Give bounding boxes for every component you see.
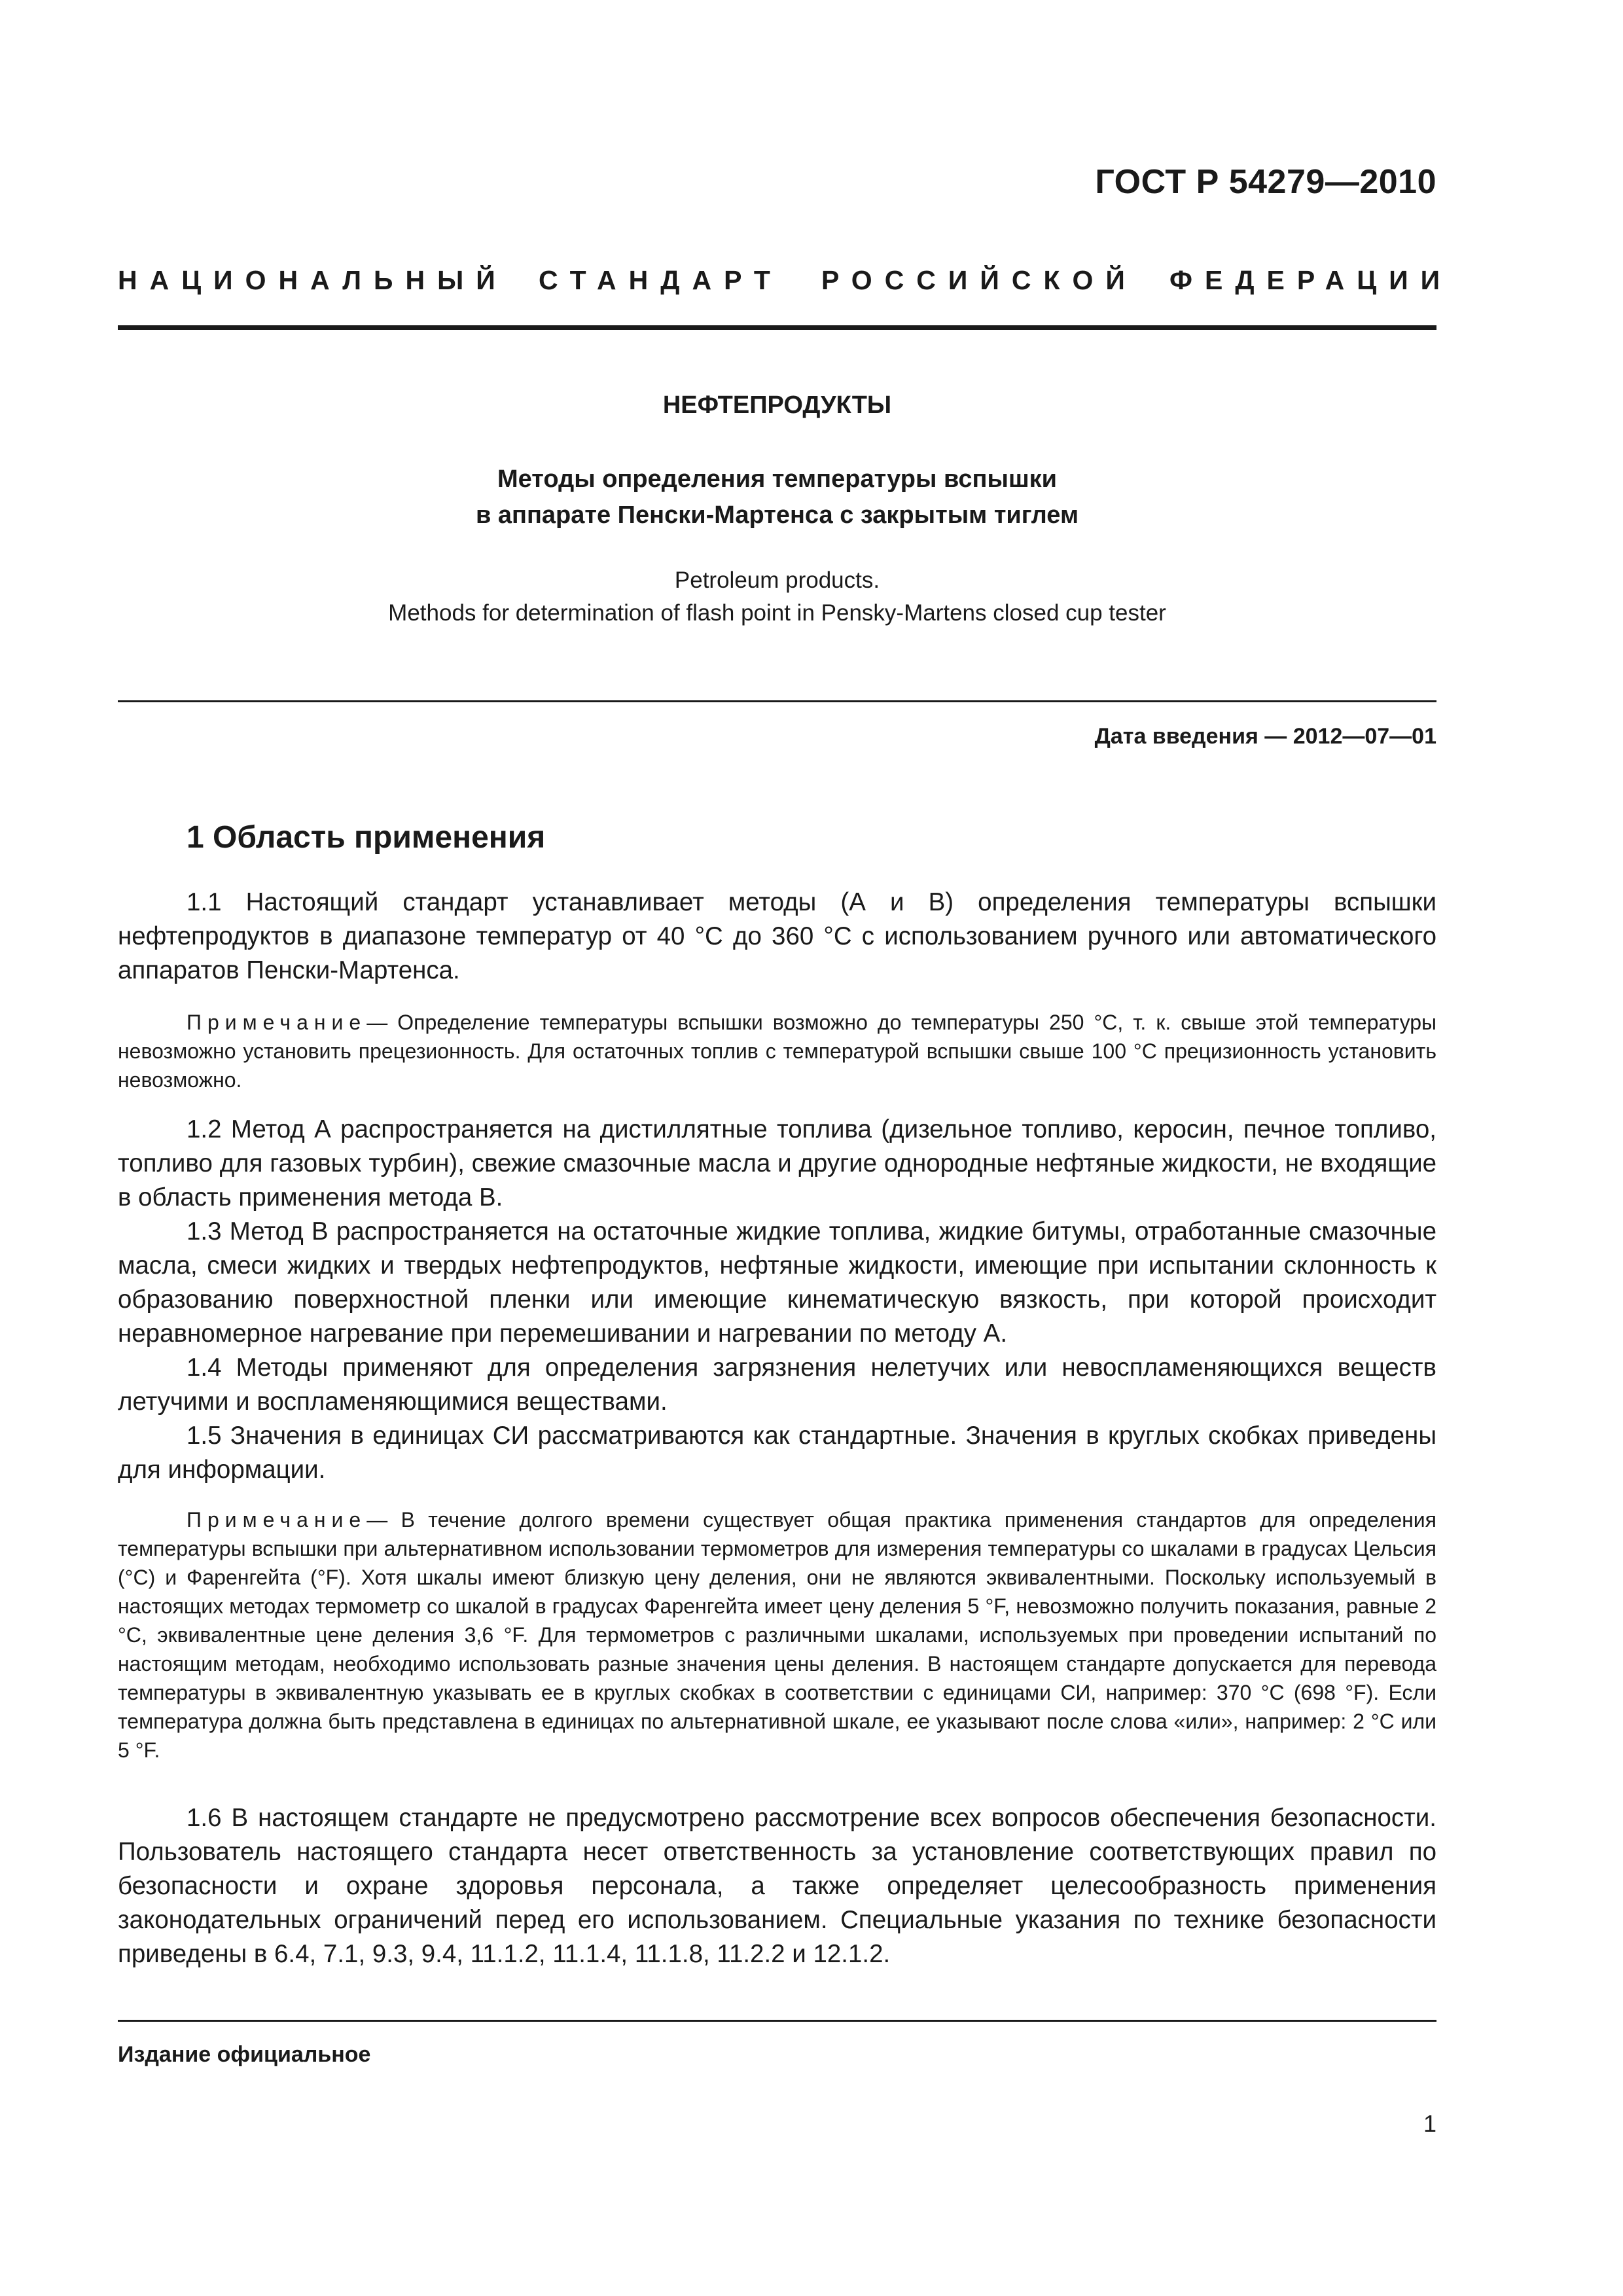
note-1-label: Примечание [187, 1011, 367, 1034]
note-2 [118, 1505, 1436, 1765]
page-number: 1 [1423, 2110, 1436, 2137]
subtitle-line-1: Методы определения температуры вспышки [497, 465, 1058, 493]
document-title: НЕФТЕПРОДУКТЫ [662, 391, 892, 419]
national-title-word-2: СТАНДАРТ [539, 265, 783, 295]
footer-divider [118, 2020, 1436, 2022]
introduction-date: Дата введения — 2012—07—01 [1094, 724, 1436, 749]
subtitle-line-2: в аппарате Пенски-Мартенса с закрытым тиглем [475, 501, 1079, 529]
english-title-line-2: Methods for determination of flash point in Pensky-Martens closed cup tester [388, 600, 1166, 626]
national-title-word-1: НАЦИОНАЛЬНЫЙ [118, 265, 508, 295]
note-2-label: Примечание [187, 1508, 367, 1532]
header-divider [118, 325, 1436, 330]
paragraph-1-4: 1.4 Методы применяют для определения загрязнения нелетучих или невоспламеняющихся веществ летучими и воспламеняющимися веществами. [118, 1354, 1436, 1416]
english-title-line-1: Petroleum products. [674, 567, 880, 593]
section-heading: 1 Область применения [187, 820, 546, 855]
document-page [118, 0, 1453, 2296]
title-divider [118, 700, 1436, 702]
document-subtitle [118, 461, 1436, 533]
english-title [118, 564, 1436, 630]
paragraph-1-1: 1.1 Настоящий стандарт устанавливает методы (А и В) определения температуры вспышки нефтепродуктов в диапазоне температур от 40 °С до 360 °С с использованием ручного или автоматического аппаратов Пенски-Мартенса. [118, 888, 1436, 984]
national-title-word-3: РОССИЙСКОЙ [821, 265, 1137, 295]
gost-code: ГОСТ Р 54279—2010 [1095, 163, 1436, 201]
edition-label: Издание официальное [118, 2042, 371, 2067]
note-1-text: — Определение температуры вспышки возможно до температуры 250 °С, т. к. свыше этой температуры невозможно установить прецезионность. Для остаточных топлив с температурой вспышки свыше 100 °С прецизионность установить невозможно. [118, 1011, 1436, 1092]
paragraph-1-3: 1.3 Метод В распространяется на остаточные жидкие топлива, жидкие битумы, отработанные смазочные масла, смеси жидких и твердых нефтепродуктов, нефтяные жидкости, имеющие при испытании склонность к образованию поверхностной пленки или имеющие кинематическую вязкость, при которой происходит неравномерное нагревание при перемешивании и нагревании по методу А. [118, 1217, 1436, 1348]
note-2-text: — В течение долгого времени существует общая практика применения стандартов для определения температуры вспышки при альтернативном использовании термометров для измерения температуры со шкалами в градусах Цельсия (°С) и Фаренгейта (°F). Хотя шкалы имеют близкую цену деления, они не являются эквивалентными. Поскольку используемый в настоящих методах термометр со шкалой в градусах Фаренгейта имеет цену деления 5 °F, невозможно получить показания, равные 2 °С, эквивалентные цене деления 3,6 °F. Для термометров с различными шкалами, используемых при проведении испытаний по настоящим методам, необходимо использовать разные значения цены деления. В настоящем стандарте допускается для перевода температуры в эквивалентную указывать ее в круглых скобках в соответствии с единицами СИ, например: 370 °С (698 °F). Если температура должна быть представлена в единицах по альтернативной шкале, ее указывают после слова «или», например: 2 °С или 5 °F. [118, 1508, 1436, 1762]
paragraph-1-5: 1.5 Значения в единицах СИ рассматриваются как стандартные. Значения в круглых скобках приведены для информации. [118, 1422, 1436, 1484]
note-1 [118, 1008, 1436, 1094]
national-title-word-4: ФЕДЕРАЦИИ [1169, 265, 1453, 295]
paragraph-1-2: 1.2 Метод А распространяется на дистиллятные топлива (дизельное топливо, керосин, печное топливо, топливо для газовых турбин), свежие смазочные масла и другие однородные нефтяные жидкости, не входящие в область применения метода В. [118, 1115, 1436, 1211]
paragraph-1-6: 1.6 В настоящем стандарте не предусмотрено рассмотрение всех вопросов обеспечения безопасности. Пользователь настоящего стандарта несет ответственность за установление соответствующих правил по безопасности и охране здоровья персонала, а также определяет целесообразность применения законодательных ограничений перед его использованием. Специальные указания по технике безопасности приведены в 6.4, 7.1, 9.3, 9.4, 11.1.2, 11.1.4, 11.1.8, 11.2.2 и 12.1.2. [118, 1804, 1436, 1968]
